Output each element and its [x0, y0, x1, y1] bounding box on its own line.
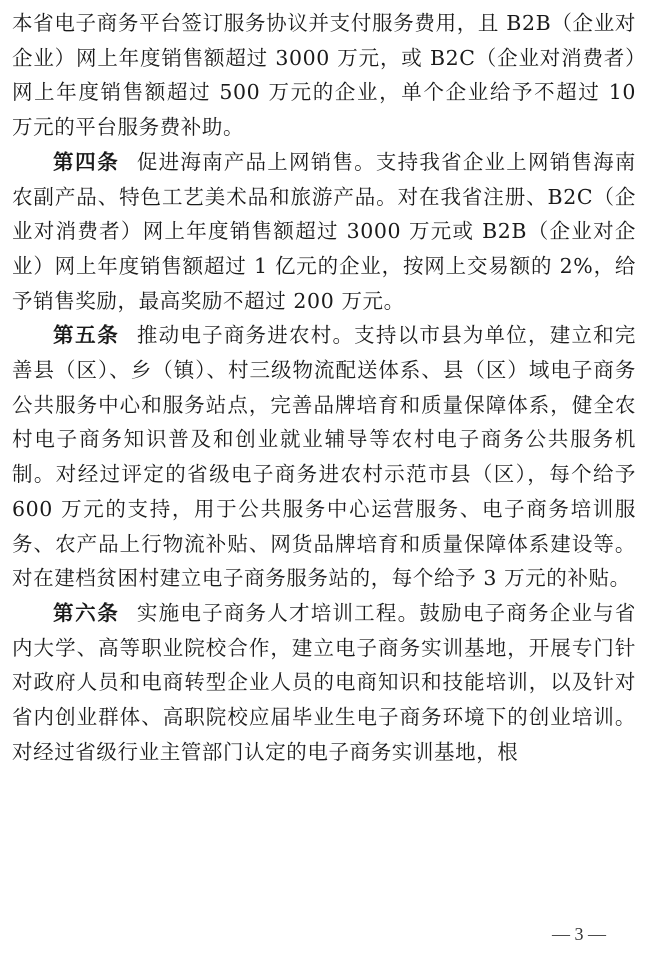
paragraph-text: 实施电子商务人才培训工程。鼓励电子商务企业与省内大学、高等职业院校合作，建立电子商务实训基地，开展专门针对政府人员和电商转型企业人员的电商知识和技能培训，以及针对省内创业群体、高职院校应届毕业生电子商务环境下的创业培训。对经过省级行业主管部门认定的电子商务实训基地，根 [12, 600, 636, 764]
paragraph-article-6 [12, 596, 636, 770]
paragraph-text: 推动电子商务进农村。支持以市县为单位，建立和完善县（区）、乡（镇）、村三级物流配送体系、县（区）域电子商务公共服务中心和服务站点，完善品牌培育和质量保障体系，健全农村电子商务知识普及和创业就业辅导等农村电子商务公共服务机制。对经过评定的省级电子商务进农村示范市县（区），每个给予 600 万元的支持，用于公共服务中心运营服务、电子商务培训服务、农产品上行物流补贴、网货品牌培育和质量保障体系建设等。对在建档贫困村建立电子商务服务站的，每个给予 3 万元的补贴。 [12, 323, 636, 591]
article-number: 第四条 [53, 149, 120, 174]
article-number: 第六条 [53, 600, 120, 625]
document-page [12, 6, 636, 769]
paragraph-article-4 [12, 145, 636, 319]
paragraph-article-5 [12, 318, 636, 596]
paragraph-text: 本省电子商务平台签订服务协议并支付服务费用，且 B2B（企业对企业）网上年度销售额超过 3000 万元，或 B2C（企业对消费者）网上年度销售额超过 500 万元的企业，单个企业给予不超过 10 万元的平台服务费补助。 [12, 11, 636, 140]
article-number: 第五条 [53, 323, 120, 348]
page-footer [0, 924, 650, 945]
paragraph-continuation [12, 6, 636, 145]
paragraph-text: 促进海南产品上网销售。支持我省企业上网销售海南农副产品、特色工艺美术品和旅游产品。对在我省注册、B2C（企业对消费者）网上年度销售额超过 3000 万元或 B2B（企业对企业）网上年度销售额超过 1 亿元的企业，按网上交易额的 2%，给予销售奖励，最高奖励不超过 200 万元。 [12, 149, 636, 313]
page-number: — 3 — [552, 924, 606, 944]
